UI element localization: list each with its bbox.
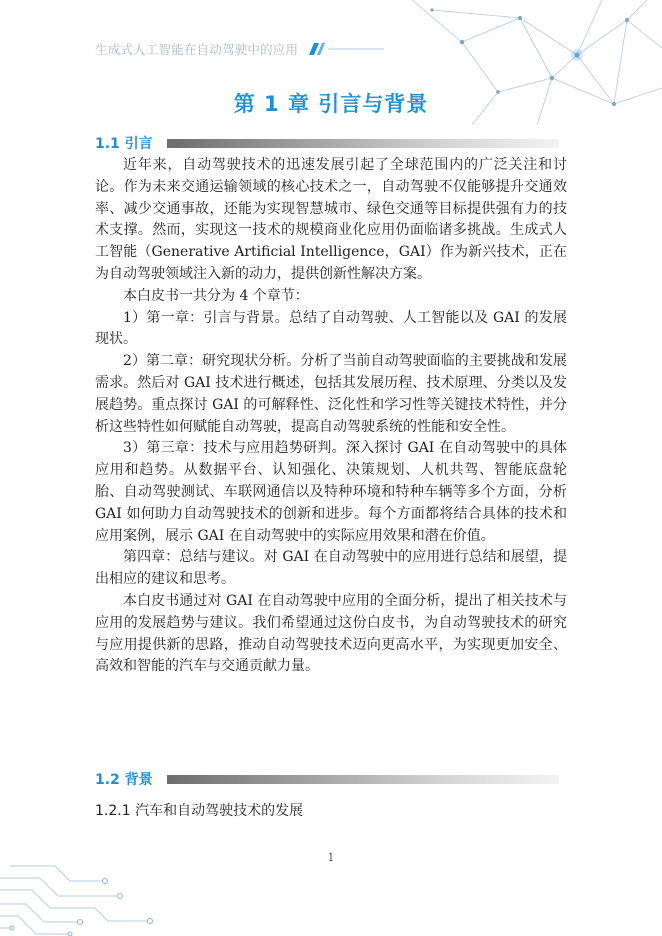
subsection-title: 1.2.1 汽车和自动驾驶技术的发展 (95, 803, 304, 819)
paragraph: 2）第二章：研究现状分析。分析了当前自动驾驶面临的主要挑战和发展需求。然后对 GAI 技术进行概述，包括其发展历程、技术原理、分类以及发展趋势。重点探讨 GAI 的可解释性、泛化性和学习性等关键技术特性，并分析这些特性如何赋能自动驾驶，提高自动驾驶系统的性能和安全性。 (95, 353, 567, 435)
section-divider-bar (167, 139, 559, 148)
section-title: 1.2 背景 (95, 772, 153, 788)
running-header (95, 40, 384, 58)
body-text (95, 155, 567, 678)
section-title: 1.1 引言 (95, 136, 153, 152)
slash-accent-icon (304, 42, 384, 56)
paragraph: 第四章：总结与建议。对 GAI 在自动驾驶中的应用进行总结和展望，提出相应的建议和思考。 (95, 549, 567, 588)
section-heading-1-2 (95, 769, 559, 789)
paragraph: 1）第一章：引言与背景。总结了自动驾驶、人工智能以及 GAI 的发展现状。 (95, 309, 567, 348)
section-heading-1-1 (95, 133, 559, 153)
page-number: 1 (327, 851, 335, 864)
circuit-decoration (0, 856, 175, 936)
paragraph: 近年来，自动驾驶技术的迅速发展引起了全球范围内的广泛关注和讨论。作为未来交通运输领域的核心技术之一，自动驾驶不仅能够提升交通效率、减少交通事故，还能为实现智慧城市、绿色交通等目标提供强有力的技术支撑。然而，实现这一技术的规模商业化应用仍面临诸多挑战。生成式人工智能（Generative Artificial Intelligence，GAI）作为新兴技术，正在为自动驾驶领域注入新的动力，提供创新性解决方案。 (95, 157, 567, 282)
chapter-title: 第 1 章 引言与背景 (233, 92, 429, 116)
running-header-title: 生成式人工智能在自动驾驶中的应用 (95, 42, 299, 57)
paragraph: 本白皮书一共分为 4 个章节： (123, 287, 309, 304)
paragraph: 本白皮书通过对 GAI 在自动驾驶中应用的全面分析，提出了相关技术与应用的发展趋势与建议。我们希望通过这份白皮书，为自动驾驶技术的研究与应用提供新的思路，推动自动驾驶技术迈向更高水平，为实现更加安全、高效和智能的汽车与交通贡献力量。 (95, 592, 567, 675)
section-divider-bar (167, 775, 559, 784)
paragraph: 3）第三章：技术与应用趋势研判。深入探讨 GAI 在自动驾驶中的具体应用和趋势。从数据平台、认知强化、决策规划、人机共驾、智能底盘轮胎、自动驾驶测试、车联网通信以及特种环境和特种车辆等多个方面，分析 GAI 如何助力自动驾驶技术的创新和进步。每个方面都将结合具体的技术和应用案例，展示 GAI 在自动驾驶中的实际应用效果和潜在价值。 (95, 440, 567, 544)
